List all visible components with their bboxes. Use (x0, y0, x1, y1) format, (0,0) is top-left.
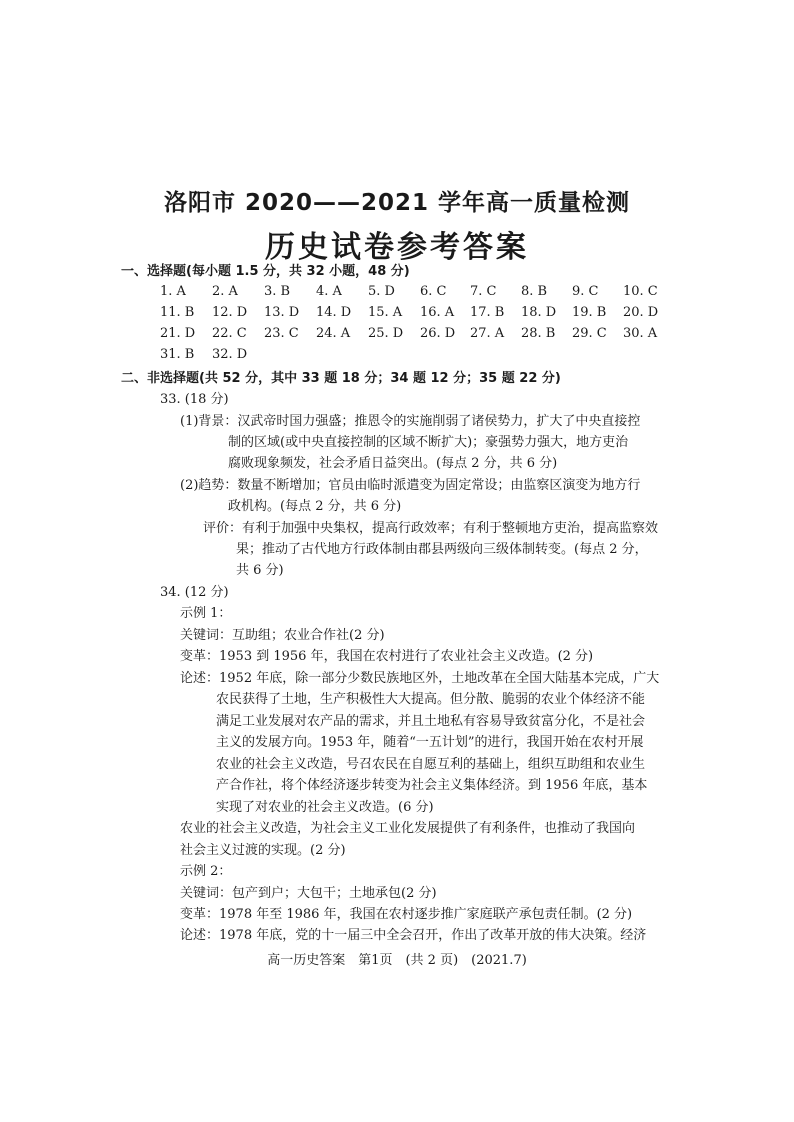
q33-p3-line: 果；推动了古代地方行政体制由郡县两级向三级体制转变。(每点 2 分， (236, 542, 648, 557)
section1-heading: 一、选择题(每小题 1.5 分，共 32 小题，48 分) (121, 264, 410, 279)
mcq-answer: 28. B (521, 326, 556, 341)
q34-label: 34. (12 分) (160, 585, 229, 600)
q34-argument1-line: 论述：1952 年底，除一部分少数民族地区外，土地改革在全国大陆基本完成，广大 (180, 671, 660, 686)
q34-example1-label: 示例 1： (180, 606, 232, 621)
mcq-answer: 31. B (160, 347, 195, 362)
q34-argument1-line: 满足工业发展对农产品的需求，并且土地私有容易导致贫富分化，不是社会 (216, 714, 646, 729)
q33-p2-line: 政机构。(每点 2 分，共 6 分) (228, 499, 402, 514)
mcq-answer: 19. B (572, 305, 607, 320)
mcq-answer: 27. A (470, 326, 505, 341)
mcq-answer: 21. D (160, 326, 196, 341)
mcq-answer: 18. D (521, 305, 557, 320)
q34-argument1-line: 农民获得了土地，生产积极性大大提高。但分散、脆弱的农业个体经济不能 (216, 692, 646, 707)
mcq-answer: 10. C (623, 284, 658, 299)
q34-argument2-line: 论述：1978 年底，党的十一届三中全会召开，作出了改革开放的伟大决策。经济 (180, 928, 647, 943)
q33-p1-line: (1)背景：汉武帝时国力强盛；推恩令的实施削弱了诸侯势力，扩大了中央直接控 (180, 414, 641, 429)
mcq-answer: 11. B (160, 305, 195, 320)
mcq-row-1 (160, 284, 720, 304)
q33-p3-line: 评价：有利于加强中央集权，提高行政效率；有利于整顿地方吏治，提高监察效 (203, 521, 659, 536)
q34-conclusion1-line: 社会主义过渡的实现。(2 分) (180, 843, 346, 858)
mcq-answer: 25. D (368, 326, 404, 341)
q34-example2-label: 示例 2： (180, 864, 232, 879)
page-footer: 高一历史答案 第1页 (共 2 页) (2021.7) (267, 953, 527, 968)
mcq-answer: 12. D (212, 305, 248, 320)
mcq-answer: 16. A (420, 305, 455, 320)
mcq-answer: 3. B (264, 284, 291, 299)
mcq-row-2 (160, 305, 720, 325)
q34-conclusion1-line: 农业的社会主义改造，为社会主义工业化发展提供了有利条件，也推动了我国向 (180, 821, 636, 836)
mcq-answer: 17. B (470, 305, 505, 320)
q34-argument1-line: 实现了对农业的社会主义改造。(6 分) (216, 800, 434, 815)
q34-keywords1: 关键词：互助组；农业合作社(2 分) (180, 628, 385, 643)
q34-change2: 变革：1978 年至 1986 年，我国在农村逐步推广家庭联产承包责任制。(2 分) (180, 907, 633, 922)
mcq-answer: 13. D (264, 305, 300, 320)
document-subtitle: 历史试卷参考答案 (265, 230, 529, 265)
mcq-answer: 1. A (160, 284, 186, 299)
document-title: 洛阳市 2020——2021 学年高一质量检测 (163, 190, 631, 216)
mcq-row-4 (160, 347, 720, 367)
mcq-answer: 24. A (316, 326, 351, 341)
q33-p1-line: 腐败现象频发，社会矛盾日益突出。(每点 2 分，共 6 分) (228, 456, 558, 471)
q33-p2-line: (2)趋势：数量不断增加；官员由临时派遣变为固定常设；由监察区演变为地方行 (180, 478, 641, 493)
mcq-answer: 5. D (368, 284, 395, 299)
mcq-answer: 2. A (212, 284, 238, 299)
q33-p1-line: 制的区域(或中央直接控制的区域不断扩大)；豪强势力强大，地方吏治 (228, 435, 629, 450)
q34-argument1-line: 农业的社会主义改造，号召农民在自愿互利的基础上，组织互助组和农业生 (216, 757, 646, 772)
mcq-answer: 4. A (316, 284, 342, 299)
mcq-answer: 9. C (572, 284, 599, 299)
mcq-answer: 26. D (420, 326, 456, 341)
mcq-answer: 6. C (420, 284, 447, 299)
mcq-answer: 7. C (470, 284, 497, 299)
q33-label: 33. (18 分) (160, 392, 229, 407)
mcq-answer: 30. A (623, 326, 658, 341)
mcq-answer: 29. C (572, 326, 607, 341)
mcq-answer: 15. A (368, 305, 403, 320)
mcq-answer: 20. D (623, 305, 659, 320)
mcq-answer: 22. C (212, 326, 247, 341)
q34-keywords2: 关键词：包产到户；大包干；土地承包(2 分) (180, 886, 437, 901)
mcq-row-3 (160, 326, 720, 346)
mcq-answer: 8. B (521, 284, 548, 299)
q34-change1: 变革：1953 到 1956 年，我国在农村进行了农业社会主义改造。(2 分) (180, 649, 594, 664)
q34-argument1-line: 主义的发展方向。1953 年，随着“一五计划”的进行，我国开始在农村开展 (216, 735, 644, 750)
mcq-answer: 32. D (212, 347, 248, 362)
mcq-answer: 23. C (264, 326, 299, 341)
mcq-answer: 14. D (316, 305, 352, 320)
section2-heading: 二、非选择题(共 52 分，其中 33 题 18 分；34 题 12 分；35 题 22 分) (121, 371, 561, 386)
q34-argument1-line: 产合作社，将个体经济逐步转变为社会主义集体经济。到 1956 年底，基本 (216, 778, 648, 793)
q33-p3-line: 共 6 分) (236, 563, 284, 578)
